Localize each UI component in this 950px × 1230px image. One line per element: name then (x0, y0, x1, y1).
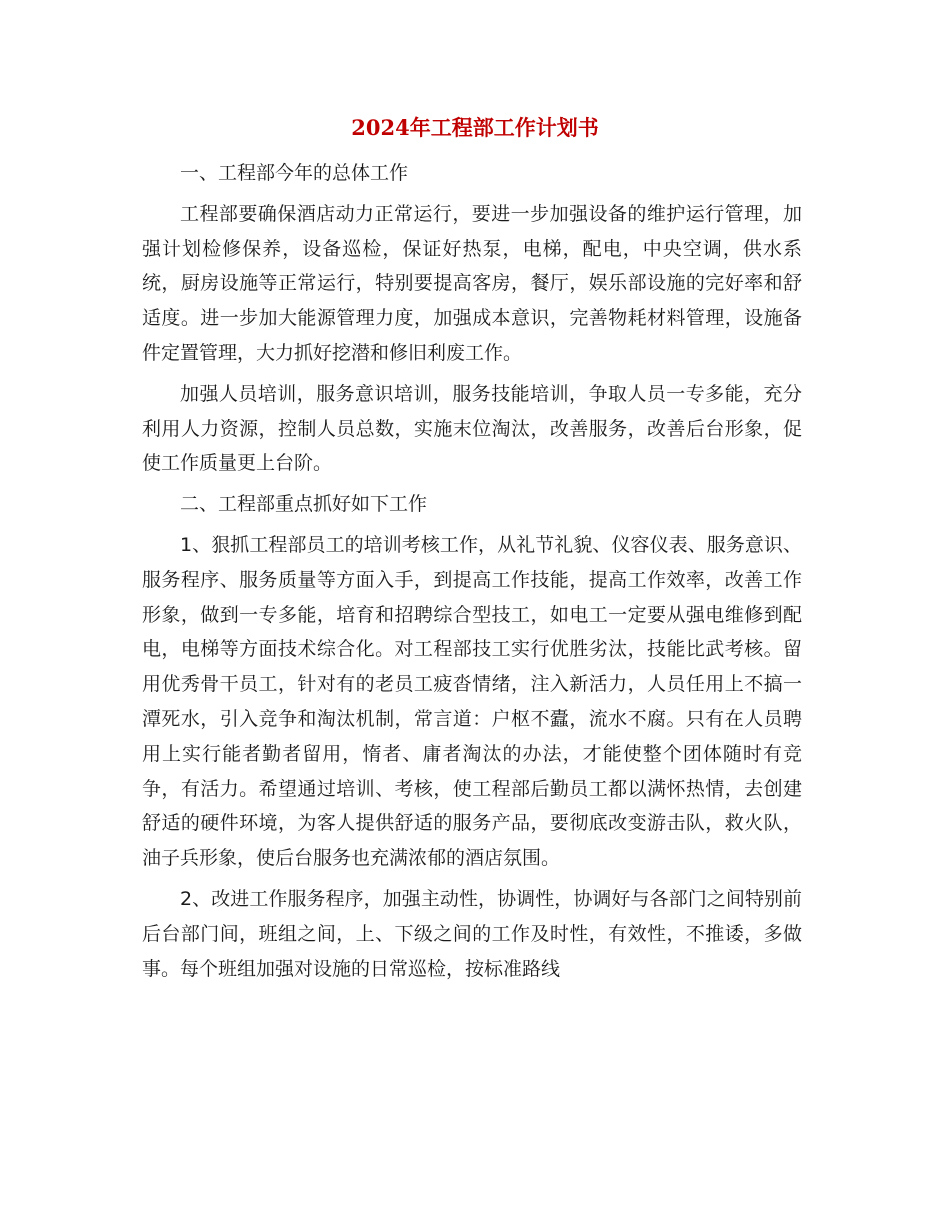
paragraph-3: 1、狠抓工程部员工的培训考核工作，从礼节礼貌、仪容仪表、服务意识、服务程序、服务质量等方面入手，到提高工作技能，提高工作效率，改善工作形象，做到一专多能，培育和招聘综合型技工，如电工一定要从强电维修到配电，电梯等方面技术综合化。对工程部技工实行优胜劣汰，技能比武考核。留用优秀骨干员工，针对有的老员工疲沓情绪，注入新活力，人员任用上不搞一潭死水，引入竞争和淘汰机制，常言道：户枢不蠹，流水不腐。只有在人员聘用上实行能者勤者留用，惰者、庸者淘汰的办法，才能使整个团体随时有竞争，有活力。希望通过培训、考核，使工程部后勤员工都以满怀热情，去创建舒适的硬件环境，为客人提供舒适的服务产品，要彻底改变游击队，救火队，油子兵形象，使后台服务也充满浓郁的酒店氛围。 (142, 533, 802, 870)
document-body (142, 156, 802, 992)
paragraph-2: 加强人员培训，服务意识培训，服务技能培训，争取人员一专多能，充分利用人力资源，控制人员总数，实施末位淘汰，改善服务，改善后台形象，促使工作质量更上台阶。 (142, 382, 802, 475)
section-heading-1: 一、工程部今年的总体工作 (180, 162, 409, 184)
paragraph-4: 2、改进工作服务程序，加强主动性，协调性，协调好与各部门之间特别前后台部门间，班组之间，上、下级之间的工作及时性，有效性，不推诿，多做事。每个班组加强对设施的日常巡检，按标准路线 (142, 887, 802, 980)
document-title: 2024年工程部工作计划书 (351, 115, 599, 140)
section-heading-2: 二、工程部重点抓好如下工作 (180, 493, 428, 516)
paragraph-1: 工程部要确保酒店动力正常运行，要进一步加强设备的维护运行管理，加强计划检修保养，设备巡检，保证好热泵，电梯，配电，中央空调，供水系统，厨房设施等正常运行，特别要提高客房，餐厅，娱乐部设施的完好率和舒适度。进一步加大能源管理力度，加强成本意识，完善物耗材料管理，设施备件定置管理，大力抓好挖潜和修旧利废工作。 (142, 202, 802, 364)
